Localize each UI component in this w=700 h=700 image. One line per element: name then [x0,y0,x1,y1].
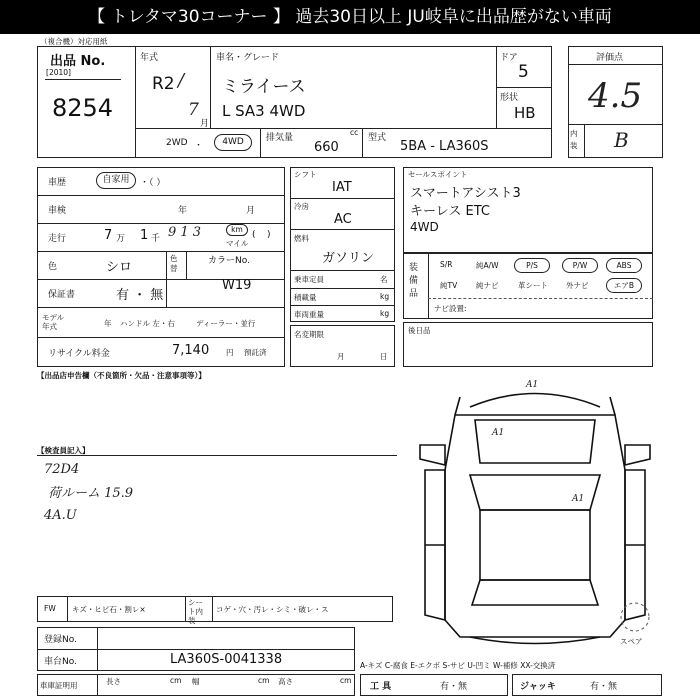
equipment-item: 外ナビ [566,281,589,290]
year-label: 年式 [140,53,159,63]
fuel-value: ガソリン [322,251,375,266]
mileage-sen: 1 [140,228,149,243]
equipment-item: エアB [606,278,642,293]
mark-side: A1 [572,494,585,504]
fw-text: キズ・ヒビ石・割レ× [72,605,146,614]
equipment-item: 純A/W [476,261,499,270]
warranty-value: 有 ・ 無 [116,288,164,303]
drive-2wd: 2WD [166,138,188,148]
sales-point-1: スマートアシスト3 [410,186,521,201]
recycle-value: 7,140 [172,343,210,358]
inspector-note-2: 荷ルーム 15.9 [48,486,134,501]
spare-label: スペア [620,637,643,646]
doors-value: 5 [518,62,529,82]
history-private-circled: 自家用 [96,172,136,189]
color-value: シロ [106,260,133,275]
windshield [470,475,600,510]
seat-text: コゲ・穴・汚レ・シミ・破レ・ス [216,605,329,614]
lot-year-tag: [2010] [46,68,71,77]
year-month: 7 [188,100,199,120]
inspector-label: 【検査員記入】 [37,446,90,455]
mark-hood: A1 [492,428,505,438]
equipment-item: P/W [562,258,598,273]
right-mirror [625,445,650,465]
lot-label: 出品 No. [50,54,106,69]
score-value: 4.5 [588,76,643,116]
shift-value: IAT [332,180,352,195]
inspector-note-3: 4A.U [44,508,77,523]
color-code: W19 [222,278,252,293]
left-mirror [420,445,445,465]
car-damage-diagram [400,375,670,660]
interior-value: B [614,128,629,152]
mileage-man: 7 [104,228,113,243]
sales-point-3: 4WD [410,220,439,234]
equipment-item: S/R [440,260,453,269]
report-label: 【出品店申告欄（不良箇所・欠品・注意事項等）】 [37,371,206,380]
mileage-handwritten: 9 1 3 [168,225,202,240]
form-note: （複合機）対応用紙 [40,37,108,46]
equipment-item: P/S [514,258,550,273]
model-code-value: 5BA - LA360S [400,139,489,154]
inspector-note-1: 72D4 [44,462,80,477]
model-grade: L SA3 4WD [222,102,306,120]
after-day-block [403,322,653,367]
mileage-km-circled: km [226,224,248,236]
mark-front: A1 [526,380,539,390]
chassis-value: LA360S-0041338 [170,652,283,667]
drive-4wd-circled: 4WD [214,134,252,151]
year-value: R2 [152,74,175,94]
model-name: ミライース [222,77,306,97]
hood [475,420,595,463]
equipment-item: ABS [606,258,642,273]
roof [480,510,590,580]
equipment-item: 革シート [518,281,548,290]
equipment-item: 純ナビ [476,281,499,290]
ac-value: AC [334,212,352,227]
model-label: 車名・グレード [216,53,280,63]
damage-legend: A-キズ C-腐食 E-エクボ S-サビ U-凹ミ W-補修 XX-交換済 [360,661,556,670]
rear-window [472,580,598,605]
displacement-value: 660 [314,140,339,155]
body-type-value: HB [514,104,536,122]
auction-banner: 【 トレタマ30コーナー 】 過去30日以上 JU岐阜に出品歴がない車両 [0,0,700,34]
sales-point-2: キーレス ETC [410,204,490,219]
lot-number: 8254 [52,94,114,122]
equipment-item: 純TV [440,281,458,290]
front-bumper [470,394,600,408]
